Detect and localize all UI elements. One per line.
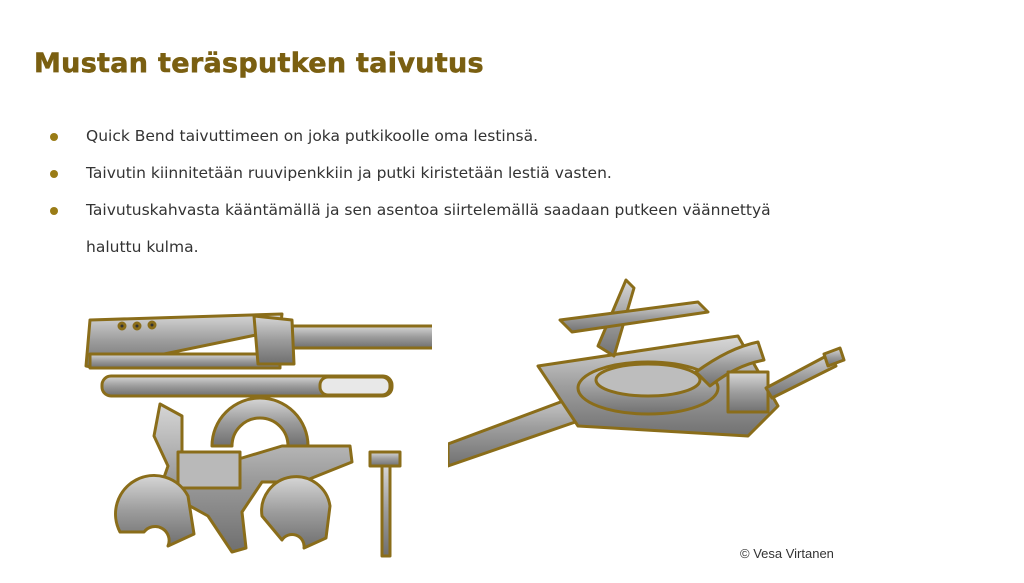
bullet-dot-icon xyxy=(50,207,58,215)
bullet-dot-icon xyxy=(50,133,58,141)
bullet-text: Taivutuskahvasta kääntämällä ja sen asentoa siirtelemällä saadaan putkeen väännettyä haluttu kulma. xyxy=(86,201,771,256)
bullet-dot-icon xyxy=(50,170,58,178)
photo-credit: © Vesa Virtanen xyxy=(740,546,834,561)
bender-parts-photo xyxy=(82,286,432,571)
bullet-list xyxy=(50,118,810,266)
bender-assembled-photo xyxy=(448,276,848,471)
bullet-item xyxy=(50,155,810,192)
bullet-item xyxy=(50,192,810,266)
bullet-text: Quick Bend taivuttimeen on joka putkikoolle oma lestinsä. xyxy=(86,127,539,145)
bullet-text: Taivutin kiinnitetään ruuvipenkkiin ja putki kiristetään lestiä vasten. xyxy=(86,164,612,182)
bullet-item xyxy=(50,118,810,155)
slide-title: Mustan teräsputken taivutus xyxy=(34,48,484,79)
